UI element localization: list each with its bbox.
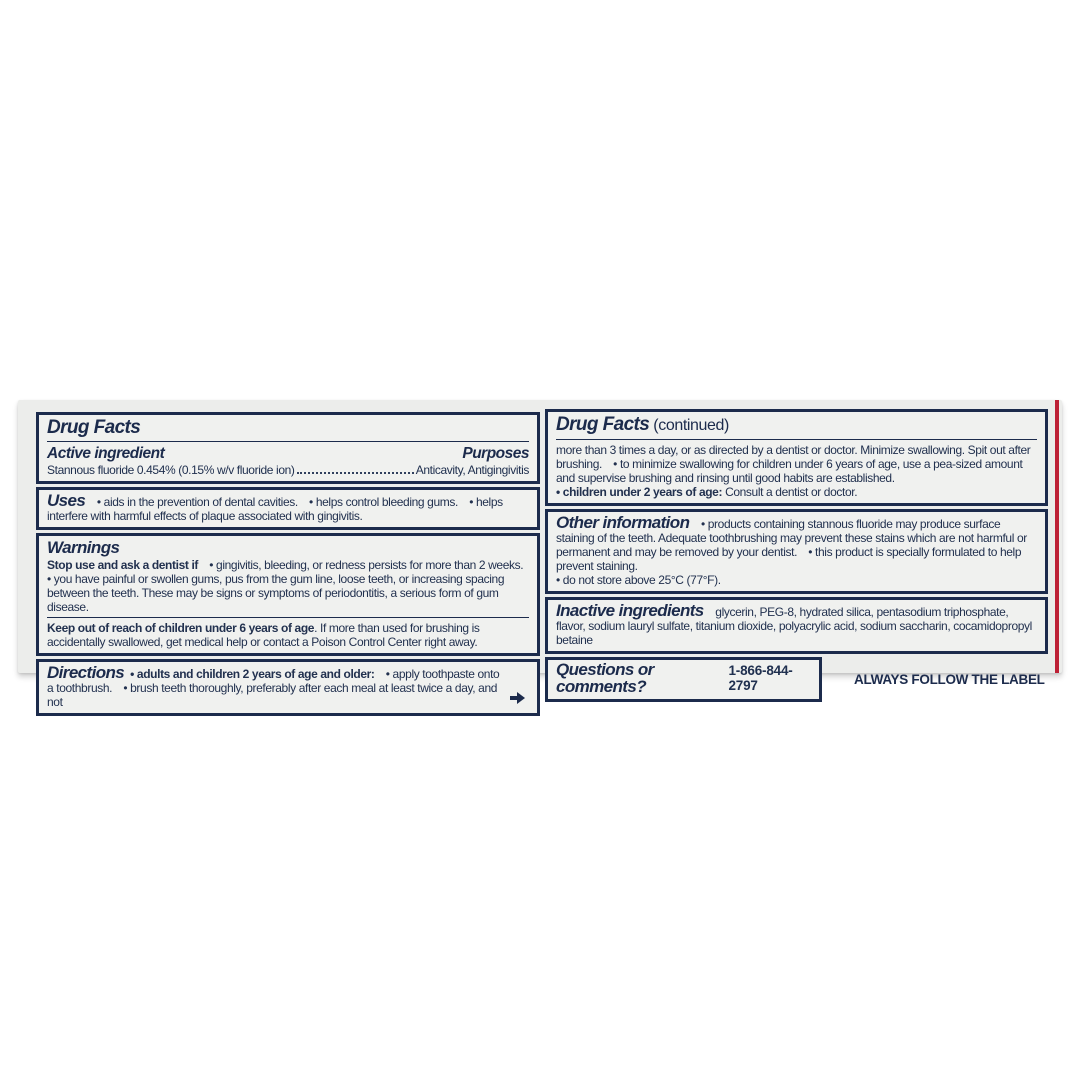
active-ingredient-heading: Active ingredient (47, 445, 165, 462)
section-directions (36, 659, 540, 716)
divider (47, 441, 529, 442)
dot-leader (297, 472, 414, 474)
purposes-heading: Purposes (462, 445, 529, 462)
section-warnings (36, 533, 540, 656)
warnings-stop-use-text: • gingivitis, bleeding, or redness persists for more than 2 weeks. (198, 558, 524, 572)
other-information-storage: • do not store above 25°C (77°F). (556, 573, 721, 587)
section-uses (36, 487, 540, 530)
inactive-ingredients-heading: Inactive ingredients (556, 601, 704, 620)
children-under-2-bold: • children under 2 years of age: (556, 485, 723, 499)
continue-right-arrow-icon (510, 692, 525, 704)
directions-bold: • adults and children 2 years of age and older: (130, 667, 375, 681)
other-information-heading: Other information (556, 513, 690, 532)
section-continued-directions (545, 409, 1048, 506)
children-under-2-text: Consult a dentist or doctor. (722, 485, 858, 499)
drug-facts-right-column (545, 409, 1048, 702)
continued-directions-text: more than 3 times a day, or as directed by a dentist or doctor. Minimize swallowing. Spit out after brushing. • to minimize swallowing for children under 6 years of age, use a pea-sized amount and supervise brushing and rinsing until good habits are established. (556, 443, 1031, 485)
keep-out-of-reach-bold: Keep out of reach of children under 6 years of age (47, 621, 315, 635)
keep-out-of-reach-text: . If more than used for brushing is accidentally swallowed, get medical help or contact a Poison Control Center right away. (47, 621, 480, 649)
questions-phone-number: 1-866-844-2797 (728, 663, 793, 693)
active-ingredient-name: Stannous fluoride 0.454% (0.15% w/v fluoride ion) (47, 463, 295, 477)
questions-heading: Questions or comments? (556, 660, 654, 696)
inactive-ingredients-text: glycerin, PEG-8, hydrated silica, pentasodium triphosphate, flavor, sodium lauryl sulfate, titanium dioxide, polyacrylic acid, sodium saccharin, cocamidopropyl betaine (556, 605, 1032, 647)
drug-facts-left-column (36, 412, 540, 719)
divider (556, 439, 1037, 440)
purpose-value: Anticavity, Antigingivitis (415, 463, 529, 477)
uses-text: • aids in the prevention of dental cavities. • helps control bleeding gums. • helps interfere with harmful effects of plaque associated with gingivitis. (47, 495, 503, 523)
section-title-active-ingredient (36, 412, 540, 484)
section-other-information (545, 509, 1048, 594)
warnings-stop-use-bold: Stop use and ask a dentist if (47, 558, 199, 572)
warnings-heading: Warnings (47, 538, 120, 557)
drug-facts-title: Drug Facts (47, 417, 141, 438)
warnings-bullet-2: • you have painful or swollen gums, pus from the gum line, loose teeth, or increasing spacing between the teeth. These may be signs or symptoms of periodontitis, a serious form of gum disease. (47, 572, 505, 614)
divider (47, 617, 529, 618)
section-inactive-ingredients (545, 597, 1048, 654)
package-red-stripe (1055, 400, 1059, 673)
other-information-text: • products containing stannous fluoride may produce surface staining of the teeth. Adequate toothbrushing may prevent these stains which are not harmful or permanent and may be removed by your dentist. • this product is specially formulated to help prevent staining. (556, 517, 1027, 573)
drug-facts-panel (18, 400, 1062, 709)
questions-row (545, 657, 1048, 702)
directions-text: • apply toothpaste onto a toothbrush. • brush teeth thoroughly, preferably after each meal at least twice a day, and not (47, 667, 500, 709)
directions-heading: Directions (47, 663, 125, 682)
questions-or-comments-box (545, 657, 822, 702)
drug-facts-continued-title: Drug Facts (556, 414, 650, 435)
always-follow-label-text: ALWAYS FOLLOW THE LABEL (854, 672, 1045, 687)
continued-label: (continued) (649, 417, 729, 434)
uses-heading: Uses (47, 491, 86, 510)
